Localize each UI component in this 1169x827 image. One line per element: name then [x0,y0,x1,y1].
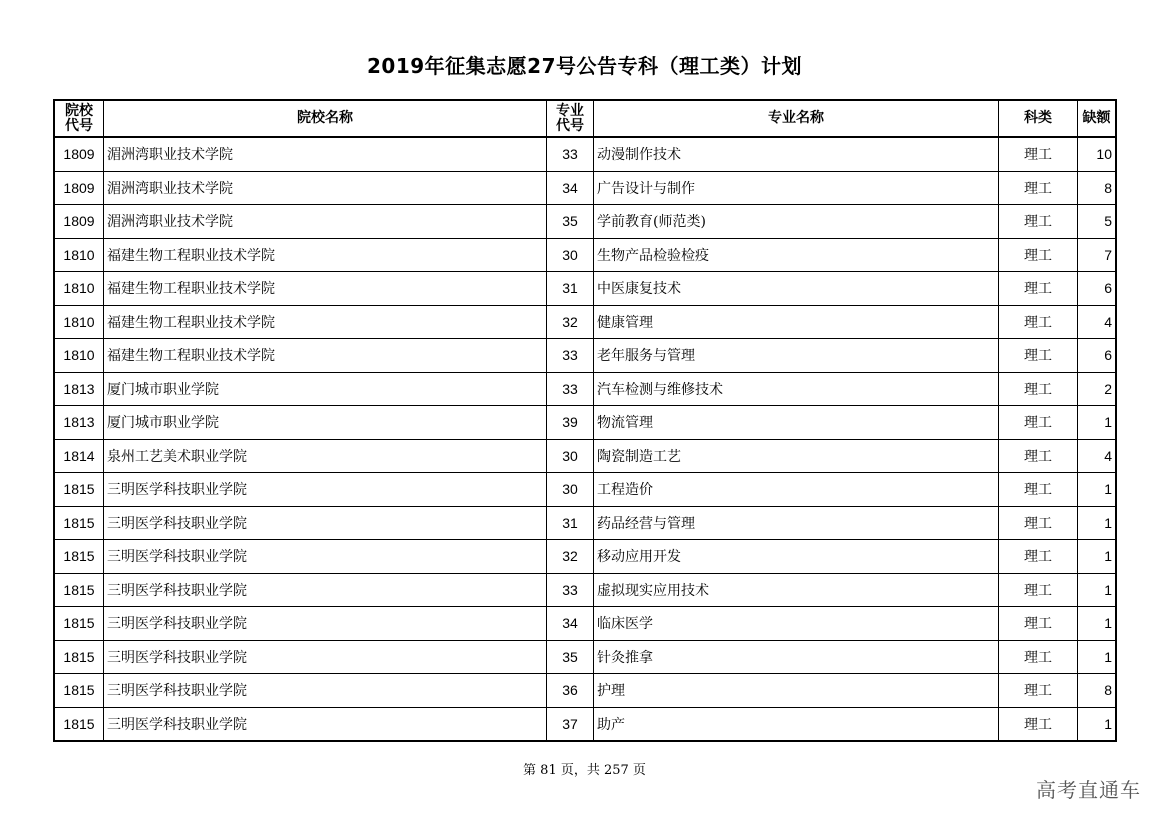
cell-major-code: 31 [547,272,594,306]
cell-quota: 2 [1078,372,1117,406]
cell-quota: 6 [1078,339,1117,373]
table-row [54,238,1116,272]
watermark: 高考直通车 [1036,778,1141,802]
cell-school-name: 三明医学科技职业学院 [104,707,547,741]
cell-major-code: 30 [547,439,594,473]
header-school-code [54,100,104,137]
cell-major-code: 30 [547,238,594,272]
cell-major-code: 32 [547,305,594,339]
cell-major-name: 药品经营与管理 [594,506,999,540]
table-row [54,272,1116,306]
cell-major-name: 中医康复技术 [594,272,999,306]
cell-school-name: 泉州工艺美术职业学院 [104,439,547,473]
cell-major-code: 35 [547,640,594,674]
cell-major-code: 34 [547,171,594,205]
cell-quota: 4 [1078,305,1117,339]
header-school-name: 院校名称 [104,100,547,137]
cell-major-name: 临床医学 [594,607,999,641]
header-category: 科类 [999,100,1078,137]
cell-school-name: 湄洲湾职业技术学院 [104,205,547,239]
cell-school-name: 厦门城市职业学院 [104,406,547,440]
cell-category: 理工 [999,506,1078,540]
cell-category: 理工 [999,339,1078,373]
header-major-name: 专业名称 [594,100,999,137]
cell-major-name: 汽车检测与维修技术 [594,372,999,406]
table-row [54,406,1116,440]
cell-school-code: 1810 [54,238,104,272]
cell-major-code: 37 [547,707,594,741]
header-school-code-line1: 院校 [65,102,93,119]
header-school-code-line2: 代号 [65,117,93,134]
table-row [54,372,1116,406]
cell-quota: 1 [1078,473,1117,507]
cell-quota: 8 [1078,171,1117,205]
cell-major-code: 33 [547,573,594,607]
cell-school-code: 1815 [54,607,104,641]
page-footer: 第 81 页，共 257 页 [523,763,646,778]
cell-major-code: 32 [547,540,594,574]
cell-quota: 1 [1078,707,1117,741]
cell-major-name: 老年服务与管理 [594,339,999,373]
cell-quota: 5 [1078,205,1117,239]
cell-school-code: 1814 [54,439,104,473]
cell-school-code: 1815 [54,640,104,674]
cell-school-name: 三明医学科技职业学院 [104,674,547,708]
cell-major-name: 生物产品检验检疫 [594,238,999,272]
cell-category: 理工 [999,137,1078,171]
cell-school-name: 湄洲湾职业技术学院 [104,171,547,205]
cell-major-name: 动漫制作技术 [594,137,999,171]
table-body [54,137,1116,741]
table-row [54,640,1116,674]
cell-major-name: 移动应用开发 [594,540,999,574]
cell-school-code: 1813 [54,372,104,406]
table-row [54,339,1116,373]
cell-quota: 7 [1078,238,1117,272]
cell-school-name: 厦门城市职业学院 [104,372,547,406]
header-major-code-line1: 专业 [556,102,584,119]
table-row [54,137,1116,171]
cell-major-name: 物流管理 [594,406,999,440]
cell-major-code: 35 [547,205,594,239]
cell-category: 理工 [999,674,1078,708]
cell-major-code: 33 [547,137,594,171]
cell-category: 理工 [999,439,1078,473]
table-row [54,674,1116,708]
cell-category: 理工 [999,205,1078,239]
cell-school-name: 福建生物工程职业技术学院 [104,339,547,373]
header-quota: 缺额 [1078,100,1117,137]
cell-school-code: 1810 [54,305,104,339]
page-title: 2019年征集志愿27号公告专科（理工类）计划 [367,54,802,78]
cell-quota: 1 [1078,607,1117,641]
cell-category: 理工 [999,171,1078,205]
cell-major-code: 31 [547,506,594,540]
cell-school-name: 三明医学科技职业学院 [104,573,547,607]
cell-quota: 1 [1078,506,1117,540]
cell-major-name: 工程造价 [594,473,999,507]
header-major-code [547,100,594,137]
table-row [54,439,1116,473]
cell-major-code: 36 [547,674,594,708]
cell-school-code: 1813 [54,406,104,440]
cell-major-code: 33 [547,339,594,373]
cell-major-name: 广告设计与制作 [594,171,999,205]
cell-school-name: 三明医学科技职业学院 [104,506,547,540]
cell-school-name: 福建生物工程职业技术学院 [104,272,547,306]
cell-category: 理工 [999,406,1078,440]
table-row [54,305,1116,339]
cell-school-name: 湄洲湾职业技术学院 [104,137,547,171]
cell-quota: 1 [1078,540,1117,574]
cell-category: 理工 [999,305,1078,339]
cell-school-code: 1810 [54,339,104,373]
cell-school-code: 1815 [54,473,104,507]
cell-category: 理工 [999,272,1078,306]
cell-school-code: 1815 [54,540,104,574]
cell-category: 理工 [999,640,1078,674]
cell-major-name: 学前教育(师范类) [594,205,999,239]
table-header [54,100,1116,137]
plan-table [53,99,1117,742]
cell-school-code: 1815 [54,573,104,607]
header-major-code-line2: 代号 [556,117,584,134]
cell-school-code: 1810 [54,272,104,306]
cell-school-code: 1815 [54,506,104,540]
cell-school-name: 三明医学科技职业学院 [104,473,547,507]
cell-school-code: 1809 [54,137,104,171]
cell-quota: 1 [1078,406,1117,440]
cell-major-code: 30 [547,473,594,507]
cell-quota: 10 [1078,137,1117,171]
cell-category: 理工 [999,473,1078,507]
table-row [54,473,1116,507]
cell-quota: 1 [1078,640,1117,674]
cell-category: 理工 [999,607,1078,641]
cell-category: 理工 [999,573,1078,607]
cell-school-code: 1815 [54,674,104,708]
cell-major-name: 护理 [594,674,999,708]
cell-school-name: 福建生物工程职业技术学院 [104,238,547,272]
cell-school-name: 福建生物工程职业技术学院 [104,305,547,339]
header-row [54,100,1116,137]
table-row [54,171,1116,205]
cell-quota: 8 [1078,674,1117,708]
table-row [54,506,1116,540]
cell-school-code: 1815 [54,707,104,741]
cell-major-name: 针灸推拿 [594,640,999,674]
table-row [54,573,1116,607]
cell-major-name: 虚拟现实应用技术 [594,573,999,607]
cell-school-name: 三明医学科技职业学院 [104,640,547,674]
table-row [54,205,1116,239]
cell-school-code: 1809 [54,205,104,239]
cell-quota: 1 [1078,573,1117,607]
cell-school-code: 1809 [54,171,104,205]
table-row [54,540,1116,574]
cell-category: 理工 [999,238,1078,272]
cell-quota: 4 [1078,439,1117,473]
cell-major-name: 助产 [594,707,999,741]
cell-quota: 6 [1078,272,1117,306]
cell-major-code: 34 [547,607,594,641]
cell-category: 理工 [999,707,1078,741]
cell-category: 理工 [999,540,1078,574]
cell-school-name: 三明医学科技职业学院 [104,540,547,574]
cell-major-name: 健康管理 [594,305,999,339]
table-row [54,707,1116,741]
cell-category: 理工 [999,372,1078,406]
cell-major-code: 33 [547,372,594,406]
table-row [54,607,1116,641]
cell-major-code: 39 [547,406,594,440]
cell-school-name: 三明医学科技职业学院 [104,607,547,641]
cell-major-name: 陶瓷制造工艺 [594,439,999,473]
